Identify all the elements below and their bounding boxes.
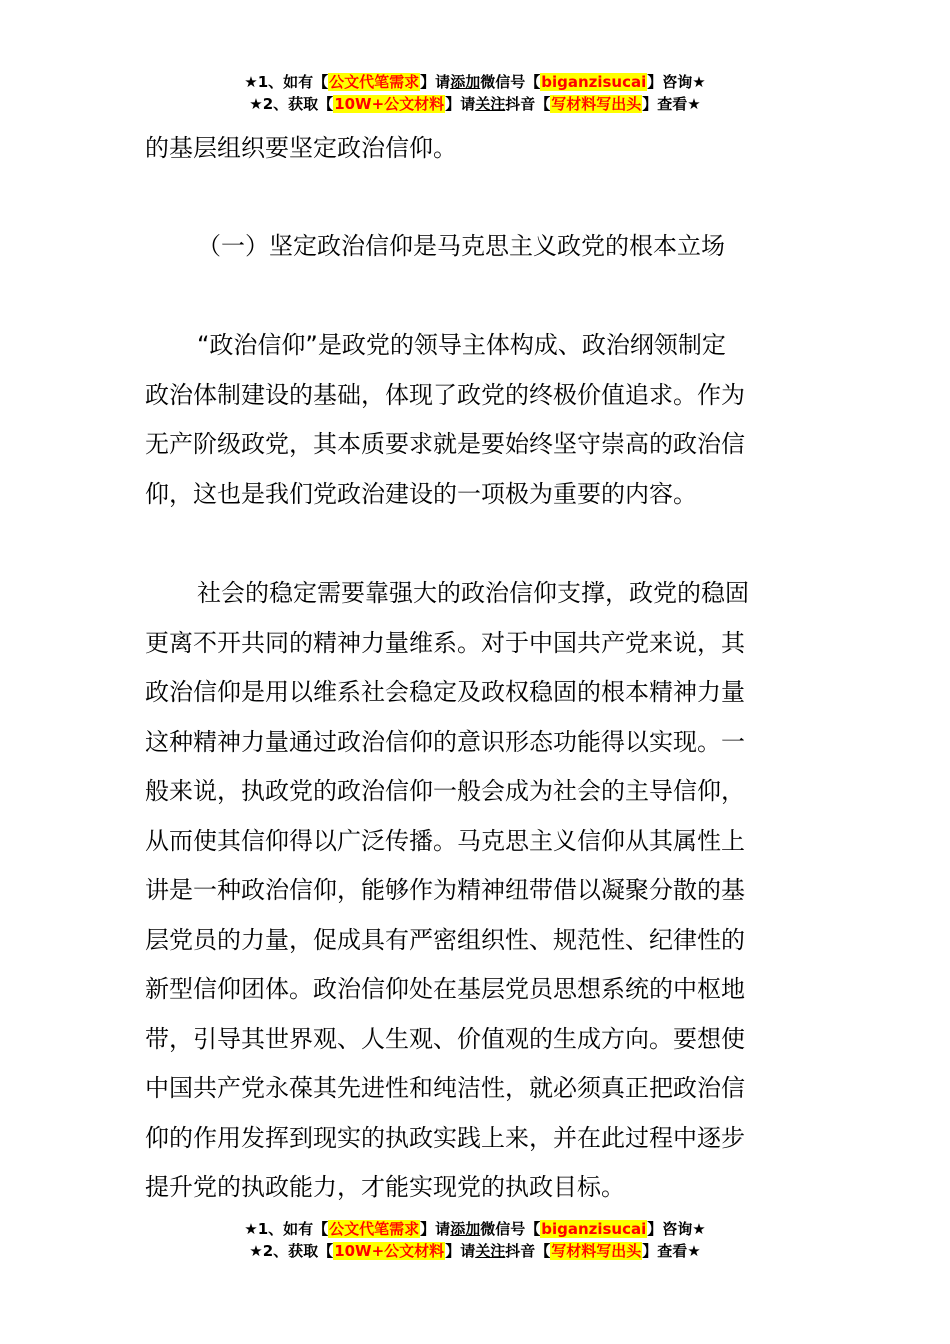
banner-text: 】请	[445, 1242, 476, 1260]
banner-text: 】咨询★	[647, 1220, 706, 1238]
paragraph-line: 仰的作用发挥到现实的执政实践上来，并在此过程中逐步	[145, 1123, 745, 1152]
paragraph-line: 层党员的力量，促成具有严密组织性、规范性、纪律性的	[145, 925, 745, 954]
banner-line-2	[0, 93, 950, 115]
banner-highlight-materials: 10W+公文材料	[334, 95, 445, 113]
paragraph-2	[145, 569, 805, 1213]
banner-line-1	[0, 1218, 950, 1240]
banner-highlight-service: 公文代笔需求	[329, 1220, 420, 1238]
paragraph-line: 讲是一种政治信仰，能够作为精神纽带借以凝聚分散的基	[145, 876, 745, 904]
banner-line-2	[0, 1240, 950, 1262]
banner-text: 】请	[420, 1220, 451, 1238]
banner-underlined-text: 添加	[450, 73, 481, 91]
banner-text: ★2、获取【	[249, 95, 334, 113]
paragraph-line: 提升党的执政能力，才能实现党的执政目标。	[145, 1173, 625, 1201]
banner-highlight-douyin-account: 写材料写出头	[551, 1242, 642, 1260]
banner-highlight-service: 公文代笔需求	[329, 73, 420, 91]
continuation-text: 的基层组织要坚定政治信仰。	[145, 134, 457, 162]
banner-text: 】请	[445, 95, 476, 113]
banner-text: ★1、如有【	[244, 1220, 329, 1238]
paragraph-line: 更离不开共同的精神力量维系。对于中国共产党来说，其	[145, 628, 745, 657]
banner-highlight-materials: 10W+公文材料	[334, 1242, 445, 1260]
paragraph-line: 社会的稳定需要靠强大的政治信仰支撑，政党的稳固	[197, 579, 749, 607]
banner-underlined-text: 添加	[450, 1220, 481, 1238]
paragraph-line: 政治信仰是用以维系社会稳定及政权稳固的根本精神力量	[145, 678, 745, 706]
section-heading-text: （一）坚定政治信仰是马克思主义政党的根本立场	[197, 232, 725, 260]
banner-line-1	[0, 71, 950, 93]
banner-text: 】咨询★	[647, 73, 706, 91]
banner-text: 】查看★	[642, 95, 701, 113]
banner-text: 微信号【	[480, 1220, 541, 1238]
banner-highlight-wechat-id: biganzisucai	[541, 73, 647, 91]
banner-highlight-douyin-account: 写材料写出头	[551, 95, 642, 113]
banner-text: 抖音【	[505, 95, 551, 113]
header-banner	[0, 71, 950, 115]
paragraph-line: 般来说，执政党的政治信仰一般会成为社会的主导信仰，	[145, 777, 745, 805]
paragraph-line: 从而使其信仰得以广泛传播。马克思主义信仰从其属性上	[145, 826, 745, 855]
banner-highlight-wechat-id: biganzisucai	[541, 1220, 647, 1238]
paragraph-line: 仰，这也是我们党政治建设的一项极为重要的内容。	[145, 479, 697, 508]
banner-text: 】查看★	[642, 1242, 701, 1260]
banner-text: ★1、如有【	[244, 73, 329, 91]
paragraph-line: 带，引导其世界观、人生观、价值观的生成方向。要想使	[145, 1024, 745, 1053]
section-heading	[145, 222, 805, 272]
banner-underlined-text: 关注	[475, 1242, 506, 1260]
paragraph-line: 中国共产党永葆其先进性和纯洁性，就必须真正把政治信	[145, 1074, 745, 1102]
paragraph-line: “政治信仰”是政党的领导主体构成、政治纲领制定	[197, 331, 726, 359]
paragraph-line: 政治体制建设的基础，体现了政党的终极价值追求。作为	[145, 380, 745, 409]
paragraph-line: 这种精神力量通过政治信仰的意识形态功能得以实现。一	[145, 727, 745, 756]
banner-underlined-text: 关注	[475, 95, 506, 113]
document-continuation	[145, 124, 805, 174]
paragraph-1	[145, 321, 805, 519]
banner-text: 微信号【	[480, 73, 541, 91]
footer-banner	[0, 1218, 950, 1262]
banner-text: 抖音【	[505, 1242, 551, 1260]
paragraph-line: 无产阶级政党，其本质要求就是要始终坚守崇高的政治信	[145, 430, 745, 458]
paragraph-line: 新型信仰团体。政治信仰处在基层党员思想系统的中枢地	[145, 975, 745, 1003]
banner-text: ★2、获取【	[249, 1242, 334, 1260]
banner-text: 】请	[420, 73, 451, 91]
